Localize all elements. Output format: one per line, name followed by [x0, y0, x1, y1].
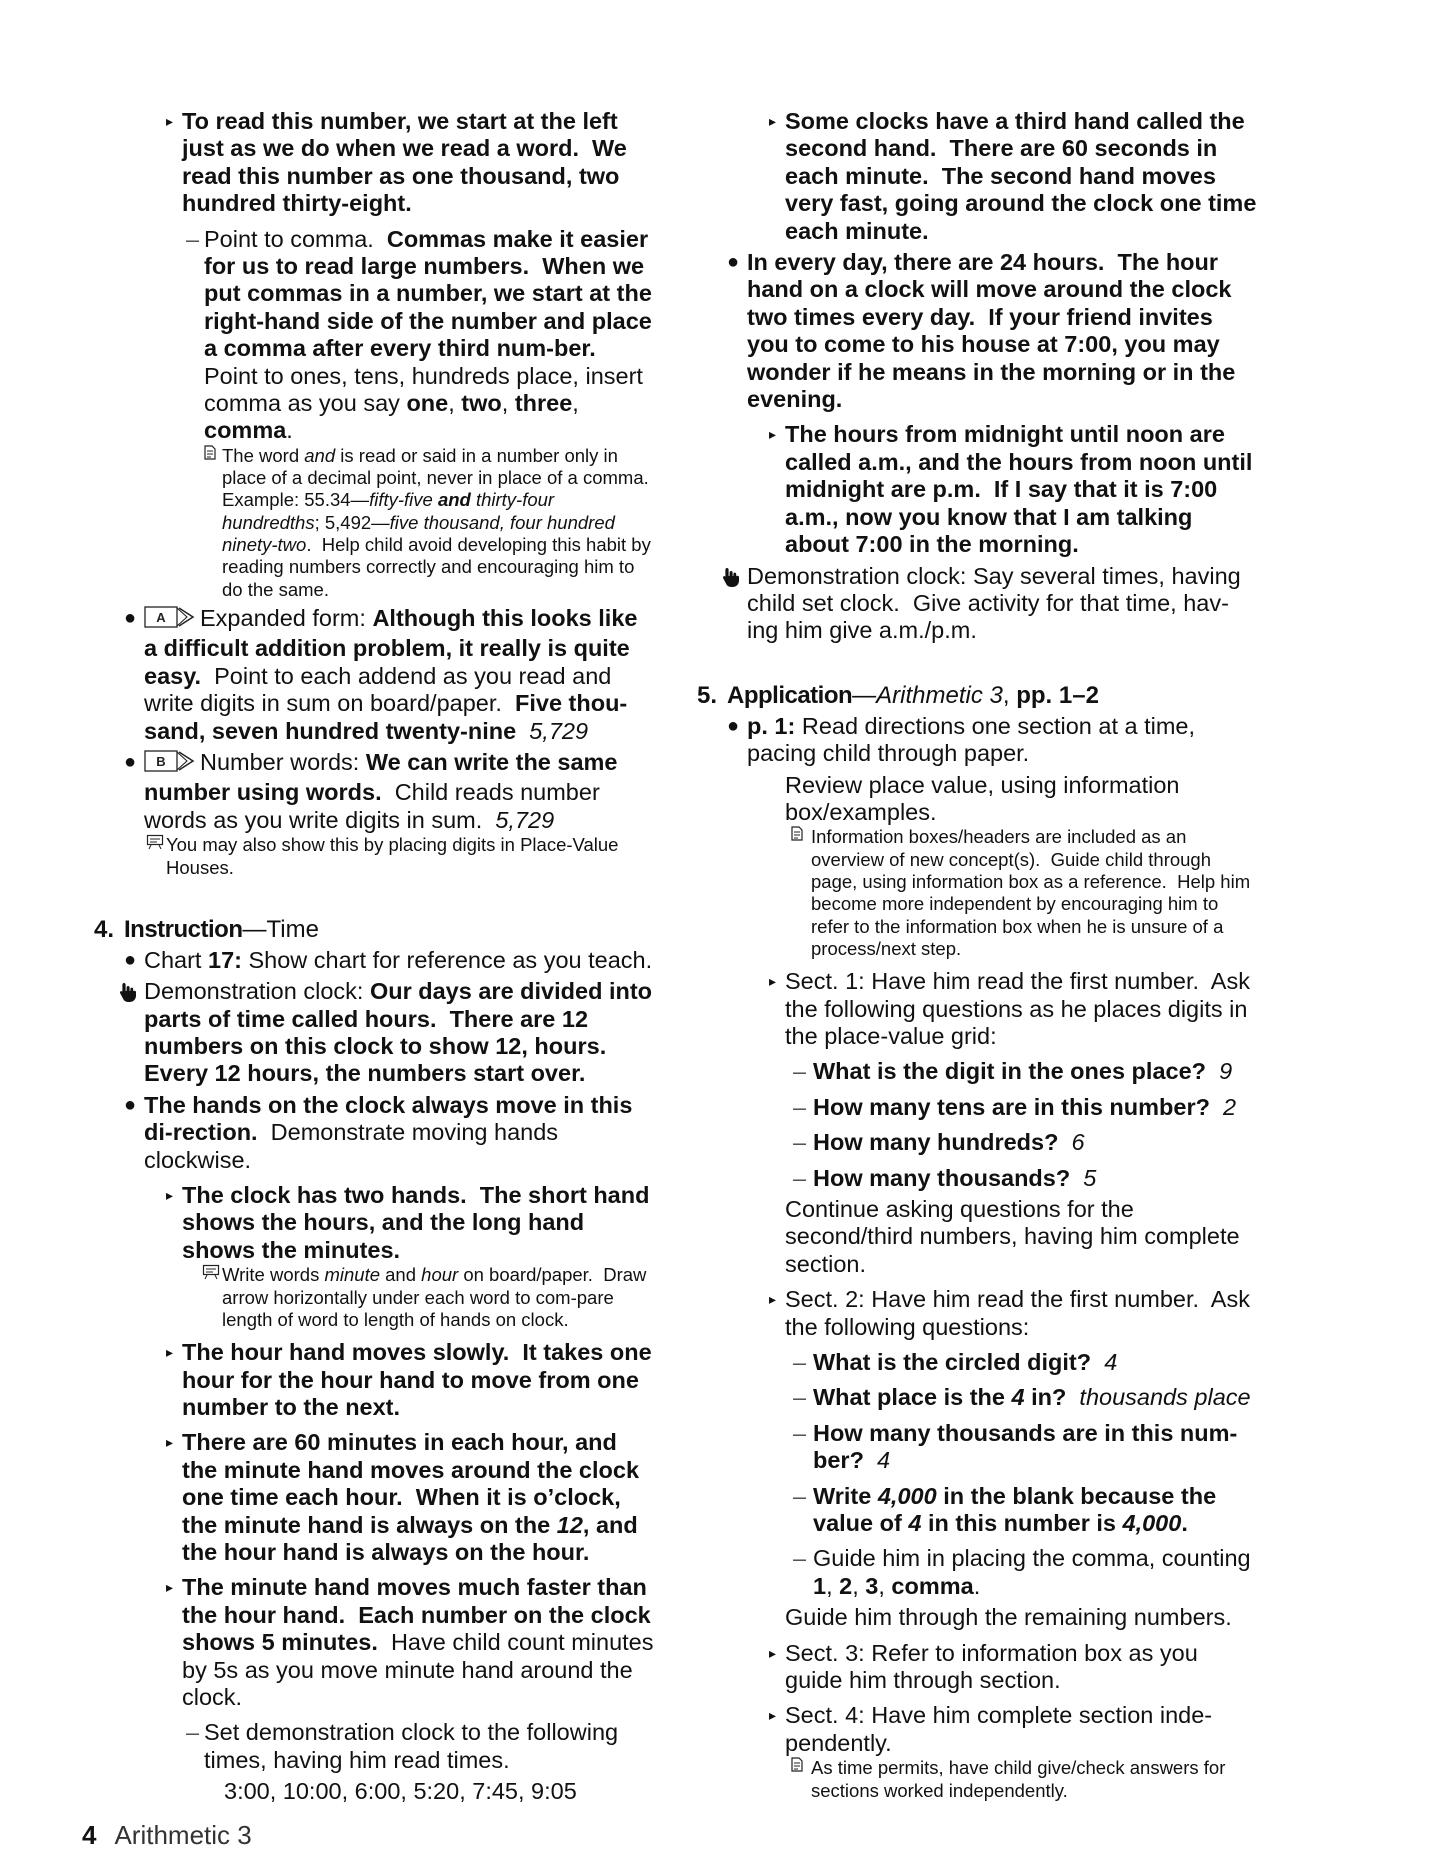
item-text: How many hundreds? 6	[813, 1129, 1085, 1156]
lesson-item	[94, 1429, 654, 1566]
triangle-bullet-icon: ▸	[166, 1434, 174, 1451]
note-icon	[202, 445, 218, 468]
triangle-bullet-icon: ▸	[166, 1344, 174, 1361]
dash-icon: –	[793, 1384, 807, 1411]
lesson-item	[697, 1483, 1257, 1538]
item-text: Sect. 4: Have him complete section inde-pendently.	[785, 1702, 1213, 1756]
item-text: The hands on the clock always move in this di-rection. Demonstrate moving hands clockwise.	[144, 1091, 633, 1173]
teacher-note	[94, 1264, 654, 1331]
item-text: Expanded form: Although this looks like a difficult addition problem, it really is quite easy. Point to each addend as you read and write digits in sum on board/paper. Five thou-sand, seven hundred twenty-nine 5,729	[144, 604, 638, 744]
lesson-item	[94, 1092, 654, 1174]
svg-text:B: B	[156, 753, 166, 769]
item-text: To read this number, we start at the left just as we do when we read a word. We read this number as one thousand, two hundred thirty-eight.	[182, 108, 627, 217]
lesson-item	[697, 1165, 1257, 1192]
triangle-bullet-icon: ▸	[769, 1644, 777, 1661]
item-text: What is the circled digit? 4	[813, 1349, 1118, 1375]
item-text: Guide him in placing the comma, counting 1, 2, 3, comma.	[813, 1545, 1251, 1599]
dash-icon: –	[793, 1419, 807, 1446]
lesson-item	[697, 1196, 1257, 1278]
item-text: What is the digit in the ones place? 9	[813, 1058, 1233, 1085]
dash-icon: –	[186, 225, 200, 252]
lesson-item	[697, 713, 1257, 768]
note-icon	[789, 826, 805, 849]
triangle-bullet-icon: ▸	[769, 973, 777, 990]
left-column	[94, 108, 654, 1806]
lesson-item	[94, 108, 654, 218]
item-text: Guide him through the remaining numbers.	[785, 1604, 1232, 1631]
item-text: The clock has two hands. The short hand shows the hours, and the long hand shows the minutes.	[182, 1182, 650, 1263]
item-text: How many thousands are in this num-ber? 4	[813, 1419, 1238, 1474]
item-text: Sect. 3: Refer to information box as you guide him through section.	[785, 1639, 1198, 1694]
right-column	[697, 108, 1257, 1802]
item-text: Review place value, using information box/examples.	[785, 771, 1180, 825]
dash-icon: –	[793, 1349, 807, 1375]
item-text: The hour hand moves slowly. It takes one hour for the hour hand to move from one number to the next.	[182, 1339, 652, 1420]
note-icon	[789, 1757, 805, 1780]
item-text: In every day, there are 24 hours. The hour hand on a clock will move around the clock two times every day. If your friend invites you to come to his house at 7:00, you may wonder if he means in the morning or in the evening.	[747, 249, 1236, 413]
item-text: The minute hand moves much faster than the hour hand. Each number on the clock shows 5 minutes. Have child count minutes by 5s as you move minute hand around the clock.	[182, 1574, 654, 1711]
item-text: Chart 17: Show chart for reference as you teach.	[144, 946, 653, 973]
item-text: As time permits, have child give/check answers for sections worked independently.	[811, 1757, 1226, 1801]
lesson-item	[697, 1604, 1257, 1631]
section-heading-4: 4. Instruction—Time	[94, 915, 319, 943]
section-heading-5: 5. Application—Arithmetic 3, pp. 1–2	[697, 681, 1099, 709]
item-text: Demonstration clock: Our days are divided into parts of time called hours. There are 12 numbers on this clock to show 12, hours. Every 12 hours, the numbers start over.	[144, 978, 653, 1087]
lesson-item	[697, 1384, 1257, 1411]
lesson-item	[94, 605, 654, 745]
item-text: How many thousands? 5	[813, 1164, 1097, 1191]
lesson-item	[697, 1129, 1257, 1156]
item-text: Some clocks have a third hand called the second hand. There are 60 seconds in each minute. The second hand moves very fast, going around the clock one time each minute.	[785, 108, 1257, 244]
dash-icon: –	[793, 1129, 807, 1156]
teacher-note	[94, 445, 654, 601]
book-title: Arithmetic 3	[114, 1820, 252, 1850]
dash-icon: –	[793, 1482, 807, 1509]
item-text: Point to comma. Commas make it easier for us to read large numbers. When we put commas in a number, we start at the right-hand side of the number and place a comma after every third num-ber. Point to ones, tens, hundreds place, insert comma as you say one, two, three, comma.	[204, 225, 652, 444]
lesson-item	[94, 1182, 654, 1264]
lesson-item	[697, 108, 1257, 245]
item-text: There are 60 minutes in each hour, and the minute hand moves around the clock one time each hour. When it is o’clock, the minute hand is always on the 12, and the hour hand is always on the hour.	[182, 1429, 640, 1565]
triangle-bullet-icon: ▸	[769, 113, 777, 129]
dash-icon: –	[793, 1164, 807, 1191]
page-footer	[82, 1820, 252, 1851]
lesson-item	[697, 1349, 1257, 1376]
lesson-item	[94, 1719, 654, 1774]
triangle-bullet-icon: ▸	[166, 1579, 174, 1596]
item-text: The word and is read or said in a number only in place of a decimal point, never in place of a comma. Example: 55.34—fifty-five and thirty-four hundredths; 5,492—five thousand, four hundred ninety-two. Help child avoid developing this habit by reading numbers correctly and encouraging him to do the same.	[222, 444, 654, 600]
item-text: Sect. 1: Have him read the first number. Ask the following questions as he places digits in the place-value grid:	[785, 968, 1250, 1049]
item-text: You may also show this by placing digits in Place-Value Houses.	[166, 834, 619, 878]
lesson-item	[94, 1574, 654, 1711]
times-list	[94, 1778, 654, 1805]
dash-icon: –	[793, 1545, 807, 1572]
lesson-item	[697, 249, 1257, 413]
lesson-item	[697, 772, 1257, 827]
bullet-icon: ●	[124, 606, 137, 629]
bullet-icon: ●	[124, 750, 137, 773]
item-text: Set demonstration clock to the following times, having him read times.	[204, 1719, 619, 1773]
item-text: 3:00, 10:00, 6:00, 5:20, 7:45, 9:05	[224, 1778, 577, 1805]
lesson-item	[697, 1094, 1257, 1121]
page-number: 4	[82, 1820, 97, 1850]
teacher-note	[697, 826, 1257, 960]
item-text: Write words minute and hour on board/paper. Draw arrow horizontally under each word to com-pare length of word to length of hands on clock.	[222, 1264, 647, 1330]
item-text: Sect. 2: Have him read the first number. Ask the following questions:	[785, 1286, 1250, 1340]
triangle-bullet-icon: ▸	[166, 113, 174, 129]
item-text: How many tens are in this number? 2	[813, 1093, 1237, 1120]
bullet-icon: ●	[124, 948, 137, 971]
dash-icon: –	[186, 1719, 200, 1746]
lesson-item	[697, 1702, 1257, 1757]
lesson-item	[697, 1420, 1257, 1475]
lesson-item	[94, 749, 654, 834]
item-text: The hours from midnight until noon are called a.m., and the hours from noon until midnight are p.m. If I say that it is 7:00 a.m., now you know that I am talking about 7:00 in the morning.	[785, 421, 1253, 558]
dash-icon: –	[793, 1093, 807, 1120]
dash-icon: –	[793, 1058, 807, 1085]
lesson-item	[94, 1339, 654, 1421]
lettered-box-icon	[144, 605, 196, 635]
bullet-icon: ●	[124, 1093, 137, 1116]
lesson-item	[697, 563, 1257, 645]
lesson-item	[697, 1640, 1257, 1695]
hand-pointer-icon	[118, 981, 138, 1011]
bullet-icon: ●	[727, 251, 740, 274]
teacher-note	[697, 1757, 1257, 1802]
lesson-item	[94, 978, 654, 1088]
teacher-note	[94, 834, 654, 879]
item-text: Information boxes/headers are included as an overview of new concept(s). Guide child through page, using information box as a reference. Help him become more independent by encouraging him to refer to the information box when he is unsure of a process/next step.	[811, 826, 1251, 959]
lesson-item	[697, 1286, 1257, 1341]
board-icon	[146, 834, 164, 857]
lesson-item	[697, 968, 1257, 1050]
lesson-item	[697, 1058, 1257, 1085]
item-text: Number words: We can write the same number using words. Child reads number words as you write digits in sum. 5,729	[144, 748, 618, 833]
item-text: Demonstration clock: Say several times, having child set clock. Give activity for that time, hav-ing him give a.m./p.m.	[747, 562, 1241, 644]
triangle-bullet-icon: ▸	[769, 1707, 777, 1724]
lesson-item	[697, 421, 1257, 558]
item-text: p. 1: Read directions one section at a time, pacing child through paper.	[747, 712, 1196, 767]
board-icon	[202, 1264, 220, 1287]
lesson-item	[697, 1545, 1257, 1600]
item-text: Write 4,000 in the blank because the value of 4 in this number is 4,000.	[813, 1482, 1217, 1537]
item-text: What place is the 4 in? thousands place	[813, 1384, 1251, 1411]
lesson-item	[94, 947, 654, 974]
item-text: Continue asking questions for the second/third numbers, having him complete section.	[785, 1195, 1240, 1277]
triangle-bullet-icon: ▸	[166, 1187, 174, 1204]
hand-pointer-icon	[721, 566, 741, 596]
triangle-bullet-icon: ▸	[769, 426, 777, 443]
bullet-icon: ●	[727, 714, 740, 737]
lesson-item	[94, 226, 654, 445]
triangle-bullet-icon: ▸	[769, 1291, 777, 1308]
lettered-box-icon	[144, 749, 196, 779]
svg-text:A: A	[156, 609, 166, 625]
